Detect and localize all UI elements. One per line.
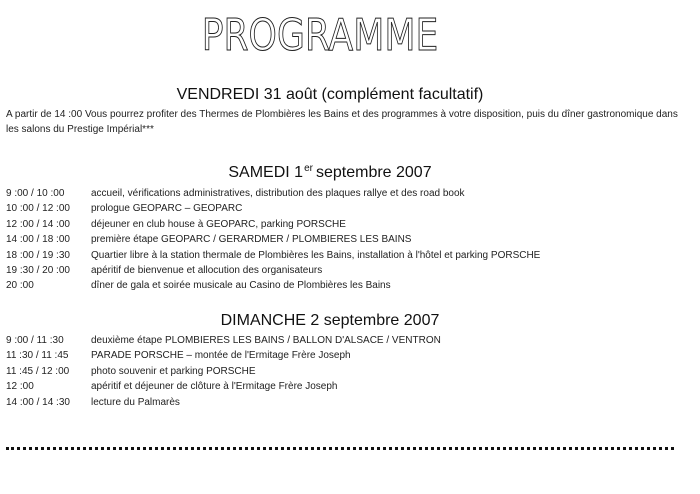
schedule-row — [6, 333, 686, 348]
schedule-description: lecture du Palmarès — [91, 396, 180, 408]
schedule-time: 10 :00 / 12 :00 — [6, 203, 70, 215]
schedule-row — [6, 395, 686, 410]
schedule-time: 11 :30 / 11 :45 — [6, 350, 69, 362]
schedule-description: Quartier libre à la station thermale de Plombières les Bains, installation à l'hôtel et parking PORSCHE — [91, 249, 541, 261]
schedule-description: apéritif de bienvenue et allocution des organisateurs — [91, 264, 323, 276]
schedule-time: 14 :00 / 18 :00 — [6, 234, 70, 246]
schedule-description: accueil, vérifications administratives, distribution des plaques rallye et des road book — [91, 188, 465, 199]
schedule-row — [6, 232, 686, 247]
schedule-description: dîner de gala et soirée musicale au Casino de Plombières les Bains — [91, 280, 391, 292]
dotted-separator — [6, 447, 674, 450]
friday-heading: VENDREDI 31 août (complément facultatif) — [176, 86, 484, 103]
schedule-description: photo souvenir et parking PORSCHE — [91, 365, 256, 377]
schedule-description: PARADE PORSCHE – montée de l'Ermitage Frère Joseph — [91, 350, 351, 362]
schedule-time: 14 :00 / 14 :30 — [6, 396, 70, 408]
schedule-row — [6, 348, 686, 363]
schedule-time: 11 :45 / 12 :00 — [6, 365, 70, 377]
schedule-row — [6, 186, 686, 201]
schedule-row — [6, 217, 686, 232]
schedule-time: 20 :00 — [6, 280, 34, 292]
sunday-schedule — [6, 333, 686, 410]
schedule-row — [6, 364, 686, 379]
saturday-schedule — [6, 186, 686, 294]
page-title: PROGRAMME — [201, 10, 439, 61]
schedule-row — [6, 278, 686, 293]
schedule-time: 12 :00 / 14 :00 — [6, 218, 70, 230]
schedule-time: 18 :00 / 19 :30 — [6, 249, 70, 261]
schedule-row — [6, 379, 686, 394]
saturday-heading-day: SAMEDI 1 — [228, 164, 304, 181]
schedule-description: première étape GEOPARC / GERARDMER / PLOMBIERES LES BAINS — [91, 234, 412, 246]
schedule-row — [6, 248, 686, 263]
friday-intro-text: A partir de 14 :00 Vous pourrez profiter des Thermes de Plombières les Bains et des programmes à votre disposition, puis du dîner gastronomique dans les salons du Prestige Impérial*** — [6, 109, 678, 135]
schedule-time: 9 :00 / 11 :30 — [6, 335, 64, 346]
schedule-description: apéritif et déjeuner de clôture à l'Ermitage Frère Joseph — [91, 381, 338, 393]
schedule-description: déjeuner en club house à GEOPARC, parking PORSCHE — [91, 218, 346, 230]
saturday-heading-date: septembre 2007 — [315, 164, 432, 181]
saturday-heading — [0, 163, 660, 182]
schedule-description: deuxième étape PLOMBIERES LES BAINS / BALLON D'ALSACE / VENTRON — [91, 335, 441, 346]
schedule-time: 9 :00 / 10 :00 — [6, 188, 65, 199]
schedule-time: 19 :30 / 20 :00 — [6, 264, 70, 276]
schedule-time: 12 :00 — [6, 381, 34, 393]
schedule-row — [6, 201, 686, 216]
saturday-heading-ordinal: er — [304, 163, 313, 174]
schedule-description: prologue GEOPARC – GEOPARC — [91, 203, 243, 215]
sunday-heading: DIMANCHE 2 septembre 2007 — [220, 312, 440, 329]
schedule-row — [6, 263, 686, 278]
